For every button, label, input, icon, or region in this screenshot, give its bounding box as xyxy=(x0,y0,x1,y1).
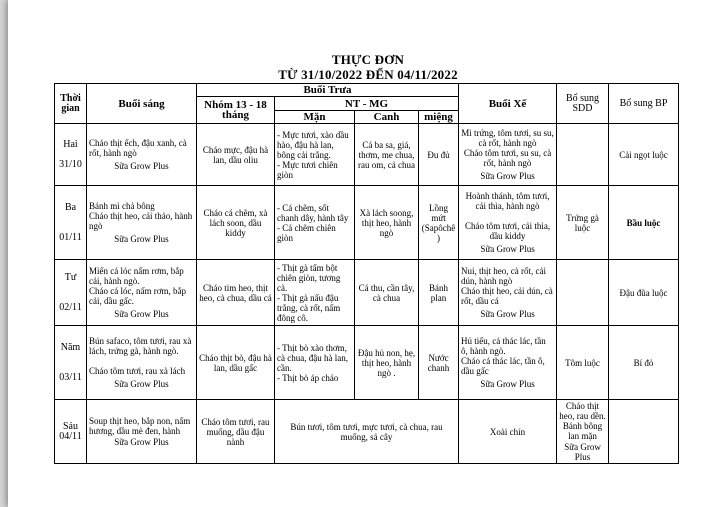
morning-text: Bánh mì chả bông Cháo thịt heo, cải thảo, hành ngò xyxy=(89,201,193,231)
morning-milk: Sữa Grow Plus xyxy=(114,437,169,447)
header-afternoon: Buổi Xế xyxy=(459,84,557,124)
morning-text: Bún safaco, tôm tươi, rau xà lách, trứng gà, hành ngò. Cháo tôm tươi, rau xà lách xyxy=(89,336,192,376)
day-date: 03/11 xyxy=(59,371,82,383)
document-page xyxy=(8,0,728,507)
salty-cell: - Mực tươi, xào dầu hào, đậu hà lan, bông cải trắng. - Mực tươi chiên giòn xyxy=(275,124,355,186)
bp-cell: Bầu luộc xyxy=(609,186,679,260)
sdd-cell xyxy=(609,400,679,464)
dessert-cell: Lồng mứt (Sapôchê) xyxy=(419,186,459,260)
day-date: 02/11 xyxy=(59,301,82,313)
salty-cell: - Thịt gà tẩm bột chiên giòn, tương cà. - Thịt gà nấu đậu trắng, cà rốt, nấm đông cô. xyxy=(275,260,355,326)
header-morning: Buổi sáng xyxy=(87,84,197,124)
sdd-cell: Tôm luộc xyxy=(557,326,609,400)
table-row xyxy=(55,260,679,326)
morning-milk: Sữa Grow Plus xyxy=(114,234,169,244)
bp-cell: Bí đỏ xyxy=(609,326,679,400)
dessert-cell: Bánh plan xyxy=(419,260,459,326)
morning-cell xyxy=(87,124,197,186)
table-row xyxy=(55,186,679,260)
dessert-cell: Đu đủ xyxy=(419,124,459,186)
morning-cell xyxy=(87,400,197,464)
table-row xyxy=(55,326,679,400)
dessert-cell: Xoài chín xyxy=(459,400,557,464)
header-soup: Canh xyxy=(355,111,419,124)
table-row xyxy=(55,400,679,464)
group-cell: Cháo cá chẽm, xà lách soon, dầu kiddy xyxy=(197,186,275,260)
afternoon-cell xyxy=(459,260,557,326)
afternoon-text: Mì trứng, tôm tươi, su su, cà rốt, hành ngò Cháo tôm tươi, su su, cà rốt, hành ngò xyxy=(461,128,554,168)
day-name: Tư xyxy=(64,271,77,283)
morning-text: Miến cá lóc nấm rơm, bắp cải, hành ngò. Cháo cá lóc, nấm rơm, bắp cải, dầu gấc. xyxy=(89,266,186,306)
day-date: 31/10 xyxy=(59,158,82,170)
sdd-cell xyxy=(557,260,609,326)
soup-cell: Cá thu, cần tây, cà chua xyxy=(355,260,419,326)
bp-cell: Cải ngọt luộc xyxy=(609,124,679,186)
morning-cell xyxy=(87,186,197,260)
header-salty: Mặn xyxy=(275,111,355,124)
afternoon-cell xyxy=(459,124,557,186)
day-name: Sáu xyxy=(63,420,78,432)
afternoon-text: Hoành thánh, tôm tươi, cải thìa, hành ngò Cháo tôm tươi, cải thìa, dầu kiddy xyxy=(464,191,551,241)
header-time: Thời gian xyxy=(55,84,87,124)
afternoon-milk: Sữa Grow Plus xyxy=(480,244,535,254)
group-cell: Cháo tim heo, thịt heo, cà chua, dầu cá xyxy=(197,260,275,326)
header-noon: Buổi Trưa xyxy=(197,84,459,97)
morning-cell xyxy=(87,260,197,326)
header-bp: Bổ sung BP xyxy=(609,84,679,124)
afternoon-cell xyxy=(459,186,557,260)
afternoon-cell xyxy=(459,326,557,400)
soup-cell: Đậu hủ non, hẹ, thịt heo, hành ngò . xyxy=(355,326,419,400)
day-cell xyxy=(55,400,87,464)
header-sdd: Bổ sung SDD xyxy=(557,84,609,124)
afternoon-cell xyxy=(557,400,609,464)
morning-milk: Sữa Grow Plus xyxy=(114,309,169,319)
header-group-13-18: Nhóm 13 - 18 tháng xyxy=(197,97,275,124)
header-dessert: miệng xyxy=(419,111,459,124)
day-date: 04/11 xyxy=(59,430,82,442)
sdd-cell: Trứng gà luộc xyxy=(557,186,609,260)
menu-table xyxy=(54,83,679,464)
bp-cell: Đậu đũa luộc xyxy=(609,260,679,326)
morning-milk: Sữa Grow Plus xyxy=(114,161,169,171)
dessert-cell: Nước chanh xyxy=(419,326,459,400)
afternoon-milk: Sữa Grow Plus xyxy=(480,309,535,319)
soup-cell: Xà lách soong, thịt heo, hành ngò xyxy=(355,186,419,260)
group-cell: Cháo tôm tươi, rau muống, dầu đậu nành xyxy=(197,400,275,464)
morning-milk: Sữa Grow Plus xyxy=(114,379,169,389)
group-cell: Cháo thịt bò, đậu hà lan, dầu gấc xyxy=(197,326,275,400)
morning-text: Soup thịt heo, bắp non, nấm hương, dầu mè đen, hành xyxy=(89,416,191,436)
noon-merged-cell: Bún tươi, tôm tươi, mực tươi, cà chua, rau muống, sả cây xyxy=(275,400,459,464)
sdd-cell xyxy=(557,124,609,186)
morning-text: Cháo thịt ếch, đậu xanh, cà rốt, hành ngò xyxy=(89,138,187,158)
menu-title: THỰC ĐƠN xyxy=(331,52,405,67)
day-name: Năm xyxy=(60,341,81,353)
afternoon-milk: Sữa Grow Plus xyxy=(480,379,535,389)
day-cell xyxy=(55,186,87,260)
day-name: Hai xyxy=(63,138,78,150)
salty-cell: - Cá chẽm, sốt chanh dây, hành tây - Cá chẽm chiên giòn xyxy=(275,186,355,260)
day-name: Ba xyxy=(64,201,77,213)
soup-cell: Cá ba sa, giá, thơm, me chua, rau om, cả chua xyxy=(355,124,419,186)
day-cell xyxy=(55,124,87,186)
table-row xyxy=(55,124,679,186)
header-nt-mg: NT - MG xyxy=(275,97,459,111)
day-cell xyxy=(55,326,87,400)
afternoon-text: Cháo thịt heo, rau dền. Bánh bông lan mặn xyxy=(559,401,606,441)
afternoon-milk: Sữa Grow Plus xyxy=(480,171,535,181)
day-cell xyxy=(55,260,87,326)
morning-cell xyxy=(87,326,197,400)
group-cell: Cháo mực, đậu hà lan, dầu oliu xyxy=(197,124,275,186)
afternoon-text: Nui, thịt heo, cà rốt, cải dún, hành ngò Cháo thịt heo, cải dún, cà rốt, dầu cá xyxy=(461,266,553,306)
salty-cell: - Thịt bò xào thơm, cà chua, đậu hà lan, cần. - Thịt bò áp chảo xyxy=(275,326,355,400)
afternoon-text: Hủ tiếu, cá thác lác, tần ô, hành ngò. Cháo cá thác lác, tần ô, dầu gấc xyxy=(461,336,546,376)
afternoon-milk: Sữa Grow Plus xyxy=(564,442,601,462)
day-date: 01/11 xyxy=(59,231,82,243)
menu-date-range: TỪ 31/10/2022 ĐẾN 04/11/2022 xyxy=(278,67,458,82)
